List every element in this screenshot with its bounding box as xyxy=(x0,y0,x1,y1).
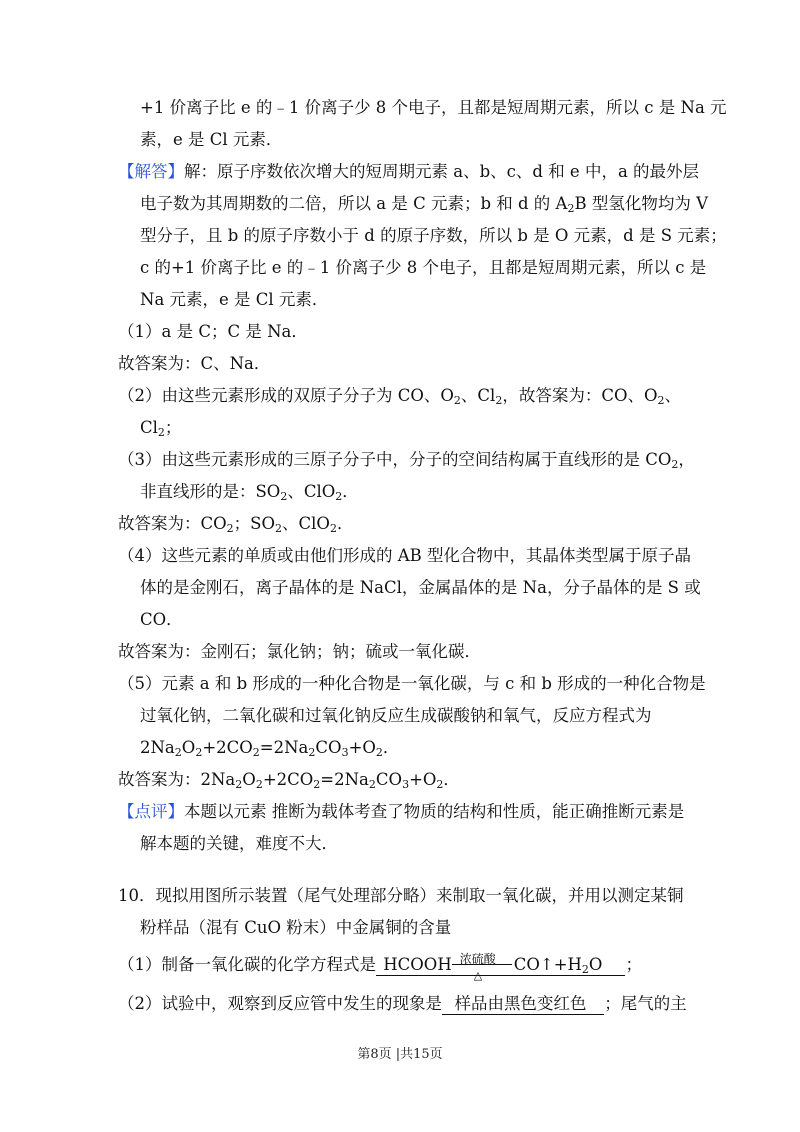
text-span: 型分子，且 b 的原子序数小于 d 的原子序数，所以 b 是 O 元素，d 是 S 元素； xyxy=(140,226,727,245)
answer-label: 【解答】 xyxy=(118,162,184,181)
subscript: 2 xyxy=(581,963,589,976)
subscript: 2 xyxy=(195,746,203,759)
text-span: CO↑+H xyxy=(513,955,582,974)
text-line xyxy=(140,290,328,310)
equation-part: O xyxy=(242,770,256,789)
text-line xyxy=(118,450,695,470)
equation-part: =2Na xyxy=(259,738,309,757)
equation-part: 2Na xyxy=(200,770,236,789)
text-span: 10．现拟用图所示装置（尾气处理部分略）来制取一氧化碳，并用以测定某铜 xyxy=(118,886,684,905)
subscript: 2 xyxy=(226,522,234,535)
subscript: 2 xyxy=(335,490,343,503)
heat-symbol: △ xyxy=(473,969,483,982)
text-span: ； xyxy=(625,955,642,974)
subscript: 2 xyxy=(567,202,575,215)
answer-blank xyxy=(376,952,625,982)
text-span: 电子数为其周期数的二倍，所以 a 是 C 元素；b 和 d 的 A xyxy=(140,194,568,213)
text-span: ；SO xyxy=(233,514,275,533)
text-line xyxy=(140,98,727,118)
text-line xyxy=(118,642,481,662)
text-span: HCOOH xyxy=(383,955,452,974)
text-span: ； xyxy=(164,418,182,437)
text-span: 非直线形的是：SO xyxy=(140,482,281,501)
text-span: ，故答案为：CO、O xyxy=(502,386,658,405)
text-line xyxy=(140,706,652,726)
text-line xyxy=(140,258,706,278)
question-part-1 xyxy=(118,952,642,982)
text-span: ． xyxy=(336,514,354,533)
text-span: 粉样品（混有 CuO 粉末）中金属铜的含量 xyxy=(140,918,452,937)
subscript: 2 xyxy=(657,394,665,407)
text-span: ． xyxy=(342,482,359,501)
question-title xyxy=(118,886,684,906)
equation-part: +O xyxy=(409,770,437,789)
arrow-line xyxy=(452,964,512,965)
equation-part: O xyxy=(181,738,196,757)
text-span: 、ClO xyxy=(282,514,330,533)
equation-part: 2Na xyxy=(140,738,175,757)
text-span: 、 xyxy=(664,386,682,405)
text-span: （1）a 是 C；C 是 Na． xyxy=(118,322,308,341)
text-span: Cl xyxy=(140,418,158,437)
subscript: 3 xyxy=(402,778,410,791)
subscript: 2 xyxy=(174,746,182,759)
text-line xyxy=(140,194,708,214)
text-span: 素，e 是 Cl 元素． xyxy=(140,130,283,149)
answer-line xyxy=(118,162,699,182)
subscript: 2 xyxy=(255,778,263,791)
page-footer: 第8页 |共15页 xyxy=(357,1047,443,1062)
equation-part: CO xyxy=(315,738,342,757)
text-span: 故答案为：CO xyxy=(118,514,227,533)
text-span: （1）制备一氧化碳的化学方程式是 xyxy=(118,955,376,974)
subscript: 2 xyxy=(671,458,679,471)
text-line xyxy=(118,674,706,694)
text-span: 故答案为： xyxy=(118,770,201,789)
subscript: 2 xyxy=(436,778,444,791)
equation-line xyxy=(140,738,399,758)
subscript: 2 xyxy=(252,746,260,759)
subscript: 2 xyxy=(375,746,383,759)
text-span: 、ClO xyxy=(287,482,336,501)
text-line xyxy=(140,834,338,854)
text-span: 样品由黑色变红色 xyxy=(454,994,587,1013)
text-line xyxy=(140,610,183,630)
comment-label: 【点评】 xyxy=(118,802,184,821)
text-span: （2）试验中，观察到反应管中发生的现象是 xyxy=(118,994,442,1013)
text-span: B 型氢化物均为 V xyxy=(574,194,708,213)
text-span: ， xyxy=(678,450,695,469)
subscript: 2 xyxy=(495,394,503,407)
subscript: 2 xyxy=(313,778,321,791)
subscript: 2 xyxy=(157,426,165,439)
text-span: 故答案为：C、Na． xyxy=(118,354,271,373)
reaction-arrow xyxy=(452,952,514,982)
equation-part: +2CO xyxy=(262,770,314,789)
equation-part: ． xyxy=(443,770,460,789)
subscript: 2 xyxy=(368,778,376,791)
text-line xyxy=(140,418,181,438)
text-line xyxy=(140,130,282,150)
text-span: 、Cl xyxy=(460,386,496,405)
text-span: （4）这些元素的单质或由他们形成的 AB 型化合物中，其晶体类型属于原子晶 xyxy=(118,546,692,565)
text-line xyxy=(118,386,681,406)
equation-part: =2Na xyxy=(320,770,369,789)
text-span: c 的+1 价离子比 e 的﹣1 价离子少 8 个电子，且都是短周期元素，所以 c 是 xyxy=(140,258,707,277)
subscript: 2 xyxy=(235,778,243,791)
text-line xyxy=(140,918,451,938)
subscript: 2 xyxy=(308,746,316,759)
text-span: Na 元素，e 是 Cl 元素． xyxy=(140,290,329,309)
subscript: 2 xyxy=(329,522,337,535)
text-span: 体的是金刚石，离子晶体的是 NaCl，金属晶体的是 Na，分子晶体的是 S 或 xyxy=(140,578,701,597)
comment-line xyxy=(118,802,684,822)
text-span: 本题以元素 推断为载体考查了物质的结构和性质，能正确推断元素是 xyxy=(184,802,685,821)
text-line xyxy=(118,322,308,342)
equation-part: ． xyxy=(382,738,400,757)
text-line xyxy=(140,226,727,246)
text-span: ；尾气的主 xyxy=(604,994,687,1013)
text-line xyxy=(118,514,353,534)
text-line xyxy=(118,546,691,566)
answer-blank xyxy=(442,994,604,1015)
subscript: 3 xyxy=(341,746,349,759)
equation-line xyxy=(118,770,460,790)
text-span: （3）由这些元素形成的三原子分子中，分子的空间结构属于直线形的是 CO xyxy=(118,450,672,469)
equation-part: +2CO xyxy=(202,738,253,757)
equation-part: CO xyxy=(375,770,403,789)
text-span: 故答案为：金刚石；氯化钠；钠；硫或一氧化碳． xyxy=(118,642,481,661)
text-span: （5）元素 a 和 b 形成的一种化合物是一氧化碳，与 c 和 b 形成的一种化合物是 xyxy=(118,674,706,693)
subscript: 2 xyxy=(280,490,288,503)
text-span: 解：原子序数依次增大的短周期元素 a、b、c、d 和 e 中，a 的最外层 xyxy=(184,162,700,181)
text-span: （2）由这些元素形成的双原子分子为 CO、O xyxy=(118,386,454,405)
text-span: 过氧化钠，二氧化碳和过氧化钠反应生成碳酸钠和氧气，反应方程式为 xyxy=(140,706,652,725)
text-line xyxy=(140,482,359,502)
subscript: 2 xyxy=(453,394,461,407)
text-span: CO． xyxy=(140,610,183,629)
text-span: O xyxy=(588,955,603,974)
text-span: +1 价离子比 e 的﹣1 价离子少 8 个电子，且都是短周期元素，所以 c 是 Na 元 xyxy=(140,98,727,117)
equation-part: +O xyxy=(348,738,376,757)
text-line xyxy=(118,354,270,374)
text-line xyxy=(140,578,701,598)
subscript: 2 xyxy=(275,522,282,535)
reaction-condition: 浓硫酸 xyxy=(459,952,496,966)
text-span: 解本题的关键，难度不大． xyxy=(140,834,338,853)
question-part-2 xyxy=(118,994,687,1015)
